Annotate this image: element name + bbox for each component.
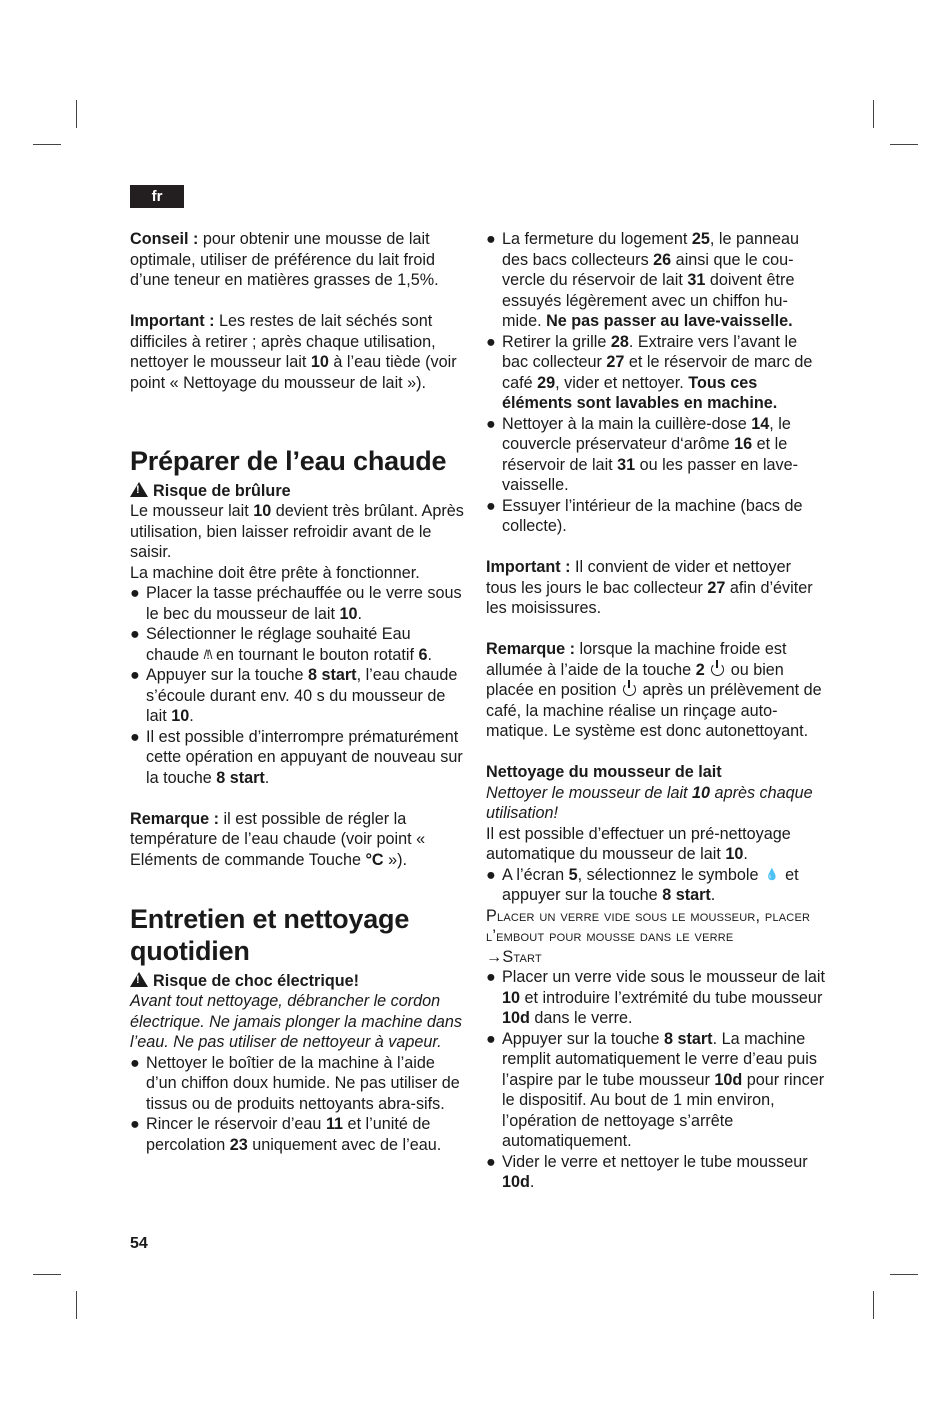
tip-paragraph: Conseil : pour obtenir une mousse de lait optimale, utiliser de préférence du lait froid d’une teneur en matières grasses de 1,5%.	[130, 230, 439, 289]
list-item: ● Vider le verre et nettoyer le tube mousseur 10d.	[486, 1152, 808, 1191]
heading-maintenance: Entretien et nettoyage quotidien	[130, 903, 410, 966]
list-item: ● Essuyer l’intérieur de la machine (bacs de collecte).	[486, 496, 803, 535]
important-paragraph: Important : Il convient de vider et nettoyer tous les jours le bac collecteur 27 afin d’éviter les moisissures.	[486, 558, 813, 617]
crop-mark	[33, 1274, 61, 1275]
language-badge: fr	[130, 185, 184, 208]
ready-text: La machine doit être prête à fonctionner.	[130, 563, 420, 582]
list-item: ● Retirer la grille 28. Extraire vers l’avant le bac collecteur 27 et le réservoir de marc de café 29, vider et nettoyer. Tous ces éléments sont lavables en machine.	[486, 332, 813, 412]
warning-burn: !Risque de brûlure	[130, 481, 465, 502]
frother-text: Il est possible d’effectuer un pré-nettoyage automatique du mousseur de lait 10.	[486, 824, 791, 863]
crop-mark	[33, 144, 61, 145]
warning-icon	[130, 972, 148, 987]
remark-paragraph: Remarque : lorsque la machine froide est allumée à l’aide de la touche 2 ou bien placée en position après un prélèvement de café, la machine réalise un rinçage auto-matique. Le système est donc autonettoyant.	[486, 640, 822, 740]
crop-mark	[873, 1291, 874, 1319]
list-item: ● La fermeture du logement 25, le panneau des bacs collecteurs 26 ainsi que le cou-vercle du réservoir de lait 31 doivent être essuyés légèrement avec un chiffon hu-mide. Ne pas passer au lave-vaisselle.	[486, 230, 800, 330]
power-icon	[711, 663, 724, 676]
display-message: Placer un verre vide sous le mousseur, placer l’embout pour mousse dans le verre	[486, 906, 811, 945]
list-item: ● Rincer le réservoir d’eau 11 et l’unité de percolation 23 uniquement avec de l’eau.	[130, 1115, 442, 1154]
crop-mark	[76, 100, 77, 128]
heading-hot-water: Préparer de l’eau chaude	[130, 445, 447, 476]
steam-clean-icon: 💧	[764, 868, 779, 881]
list-item: ● Nettoyer le boîtier de la machine à l’aide d’un chiffon doux humide. Ne pas utiliser de tissus ou de produits nettoyants abra-sifs.	[130, 1053, 460, 1113]
remark-paragraph: Remarque : il est possible de régler la température de l’eau chaude (voir point « Eléments de commande Touche °C »).	[130, 809, 426, 869]
list-item: ● Appuyer sur la touche 8 start, l’eau chaude s’écoule durant env. 40 s du mousseur de lait 10.	[130, 666, 458, 725]
list-item: ● Placer la tasse préchauffée ou le verre sous le bec du mousseur de lait 10.	[130, 584, 462, 623]
hot-water-icon: /!\	[203, 646, 212, 662]
subheading-frother-cleaning: Nettoyage du mousseur de lait	[486, 763, 722, 781]
power-icon	[623, 683, 636, 696]
page-number: 54	[130, 1235, 148, 1252]
crop-mark	[890, 1274, 918, 1275]
hot-water-steps	[130, 583, 465, 788]
frother-steps	[486, 967, 826, 1193]
important-paragraph: Important : Les restes de lait séchés sont difficiles à retirer ; après chaque utilisation, nettoyer le mousseur lait 10 à l’eau tiède (voir point « Nettoyage du mousseur de lait »).	[130, 312, 457, 392]
list-item: ● Appuyer sur la touche 8 start. La machine remplit automatiquement le verre d’eau puis l’aspire par le tube mousseur 10d pour rincer le dispositif. Au bout de 1 min environ, l’opération de nettoyage s’arrête automatiquement.	[486, 1029, 825, 1150]
right-column	[486, 229, 826, 1193]
warning-icon	[130, 482, 148, 497]
list-item: ● Nettoyer à la main la cuillère-dose 14, le couvercle préservateur d‘arôme 16 et le réservoir de lait 31 ou les passer en lave-vaisselle.	[486, 414, 799, 494]
crop-mark	[76, 1291, 77, 1319]
display-start: →Start	[486, 947, 542, 966]
shock-text: Avant tout nettoyage, débrancher le cordon électrique. Ne jamais plonger la machine dans l’eau. Ne pas utiliser de nettoyeur à vapeur.	[130, 992, 463, 1051]
cleaning-steps	[130, 1053, 465, 1156]
frother-italic-note: Nettoyer le mousseur de lait 10 après chaque utilisation!	[486, 783, 813, 822]
list-item: ● Sélectionner le réglage souhaité Eau chaude /!\ en tournant le bouton rotatif 6.	[130, 625, 432, 664]
frother-step-1	[486, 865, 826, 906]
burn-text: Le mousseur lait 10 devient très brûlant. Après utilisation, bien laisser refroidir avant de le saisir.	[130, 502, 464, 561]
crop-mark	[890, 144, 918, 145]
crop-mark	[873, 100, 874, 128]
warning-shock: !Risque de choc électrique!	[130, 971, 465, 992]
list-item: ● Il est possible d’interrompre prématurément cette opération en appuyant de nouveau sur la touche 8 start.	[130, 727, 463, 787]
list-item: ● Placer un verre vide sous le mousseur de lait 10 et introduire l’extrémité du tube mousseur 10d dans le verre.	[486, 968, 826, 1027]
list-item: ● A l’écran 5, sélectionnez le symbole 💧 et appuyer sur la touche 8 start.	[486, 865, 799, 904]
left-column	[130, 229, 465, 1155]
cleaning-steps-continued	[486, 229, 826, 537]
